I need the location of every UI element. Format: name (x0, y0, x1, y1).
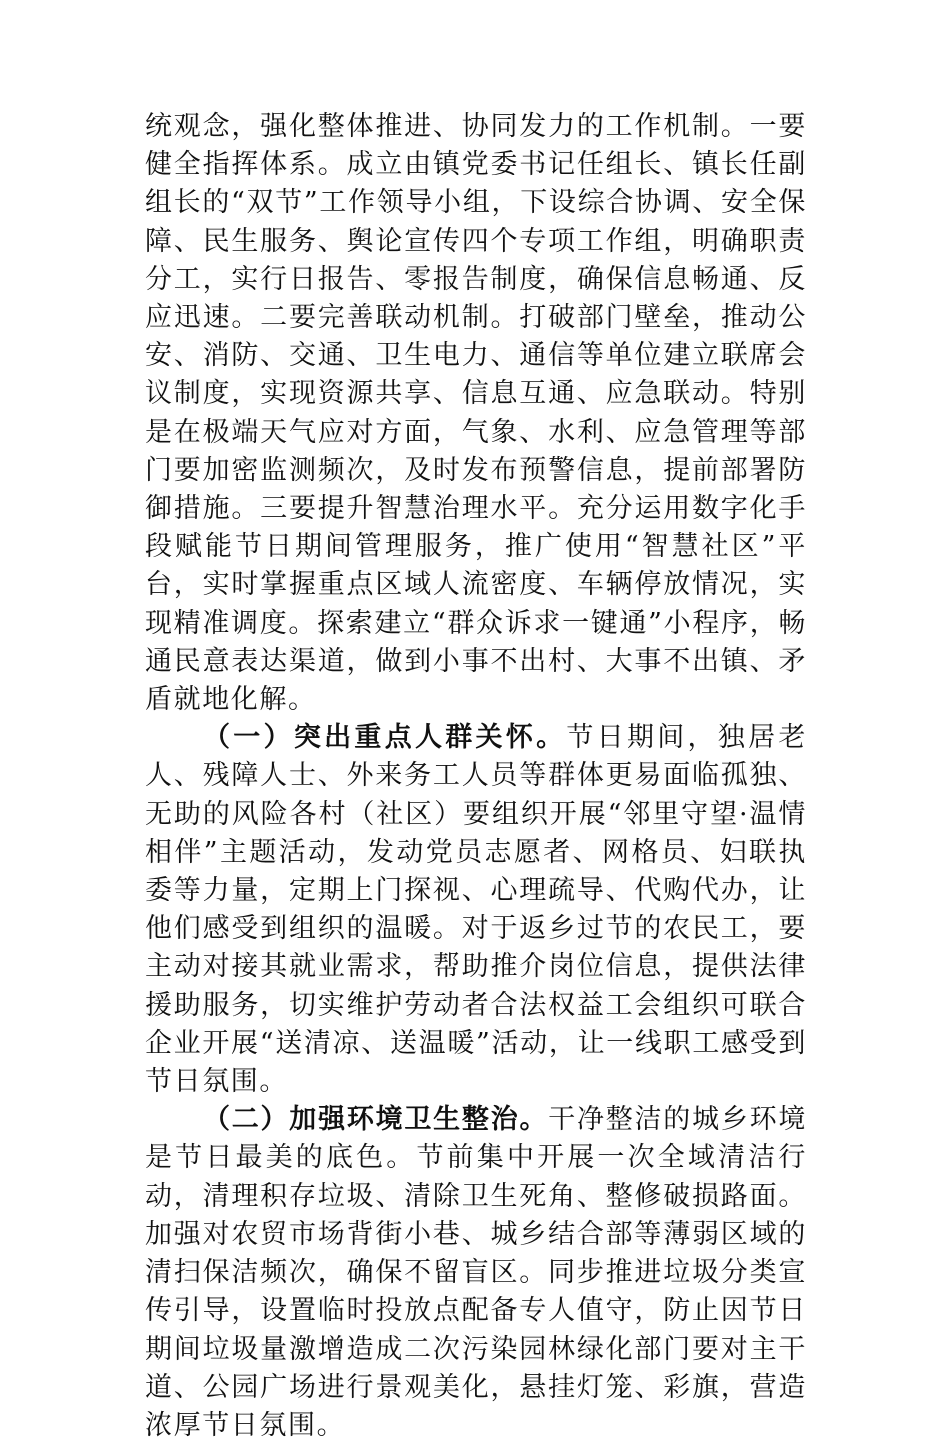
paragraph-mechanism: 统观念，强化整体推进、协同发力的工作机制。一要健全指挥体系。成立由镇党委书记任组长、镇长任副组长的“双节”工作领导小组，下设综合协调、安全保障、民生服务、舆论宣传四个专项工作组，明确职责分工，实行日报告、零报告制度，确保信息畅通、反应迅速。二要完善联动机制。打破部门壁垒，推动公安、消防、交通、卫生电力、通信等单位建立联席会议制度，实现资源共享、信息互通、应急联动。特别是在极端天气应对方面，气象、水利、应急管理等部门要加密监测频次，及时发布预警信息，提前部署防御措施。三要提升智慧治理水平。充分运用数字化手段赋能节日期间管理服务，推广使用“智慧社区”平台，实时掌握重点区域人流密度、车辆停放情况，实现精准调度。探索建立“群众诉求一键通”小程序，畅通民意表达渠道，做到小事不出村、大事不出镇、矛盾就地化解。 (145, 111, 807, 716)
section-body-environment: 干净整洁的城乡环境是节日最美的底色。节前集中开展一次全域清洁行动，清理积存垃圾、清除卫生死角、整修破损路面。加强对农贸市场背街小巷、城乡结合部等薄弱区域的清扫保洁频次，确保不留盲区。同步推进垃圾分类宣传引导，设置临时投放点配备专人值守，防止因节日期间垃圾量激增造成二次污染园林绿化部门要对主干道、公园广场进行景观美化，悬挂灯笼、彩旗，营造浓厚节日氛围。 (145, 1104, 807, 1441)
section-key-groups (145, 719, 807, 1101)
document-body (145, 108, 807, 1445)
section-heading-environment: （二）加强环境卫生整治。 (203, 1104, 549, 1136)
section-heading-key-groups: （一）突出重点人群关怀。 (203, 722, 567, 754)
section-body-key-groups: 节日期间，独居老人、残障人士、外来务工人员等群体更易面临孤独、无助的风险各村（社区）要组织开展“邻里守望·温情相伴”主题活动，发动党员志愿者、网格员、妇联执委等力量，定期上门探视、心理疏导、代购代办，让他们感受到组织的温暖。对于返乡过节的农民工，要主动对接其就业需求，帮助推介岗位信息，提供法律援助服务，切实维护劳动者合法权益工会组织可联合企业开展“送清凉、送温暖”活动，让一线职工感受到节日氛围。 (145, 722, 807, 1098)
section-environment (145, 1101, 807, 1445)
